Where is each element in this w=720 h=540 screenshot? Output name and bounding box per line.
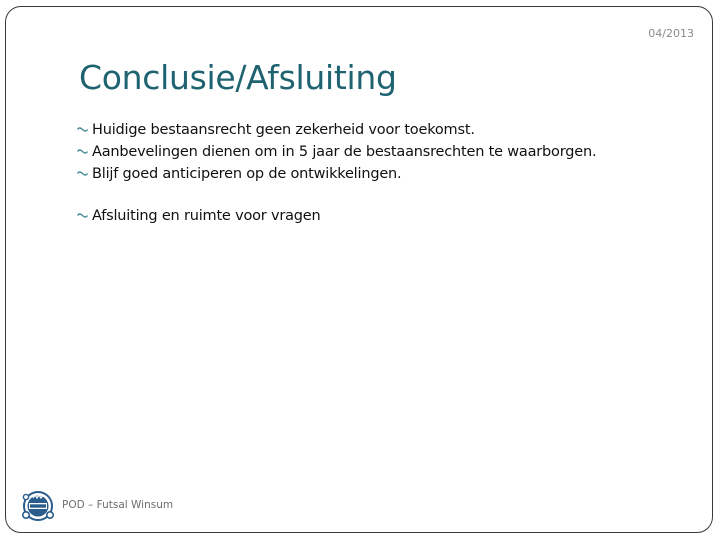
bullet-item bbox=[77, 163, 596, 185]
bullet-text: Aanbevelingen dienen om in 5 jaar de bestaansrechten te waarborgen. bbox=[92, 144, 597, 160]
bullet-text: Huidige bestaansrecht geen zekerheid voor toekomst. bbox=[92, 122, 475, 138]
bullet-icon bbox=[77, 148, 88, 155]
slide-title: Conclusie/Afsluiting bbox=[79, 58, 397, 97]
bullet-item bbox=[77, 119, 596, 141]
bullet-list bbox=[77, 119, 596, 227]
footer-text: POD – Futsal Winsum bbox=[62, 499, 174, 511]
bullet-icon bbox=[77, 126, 88, 133]
bullet-icon bbox=[77, 170, 88, 177]
futsal-club-logo-icon bbox=[20, 488, 56, 524]
bullet-icon bbox=[77, 212, 88, 219]
bullet-text: Blijf goed anticiperen op de ontwikkelingen. bbox=[92, 166, 402, 182]
slide-date: 04/2013 bbox=[648, 27, 694, 40]
bullet-item bbox=[77, 141, 596, 163]
bullet-item bbox=[77, 205, 596, 227]
bullet-text: Afsluiting en ruimte voor vragen bbox=[92, 208, 321, 224]
